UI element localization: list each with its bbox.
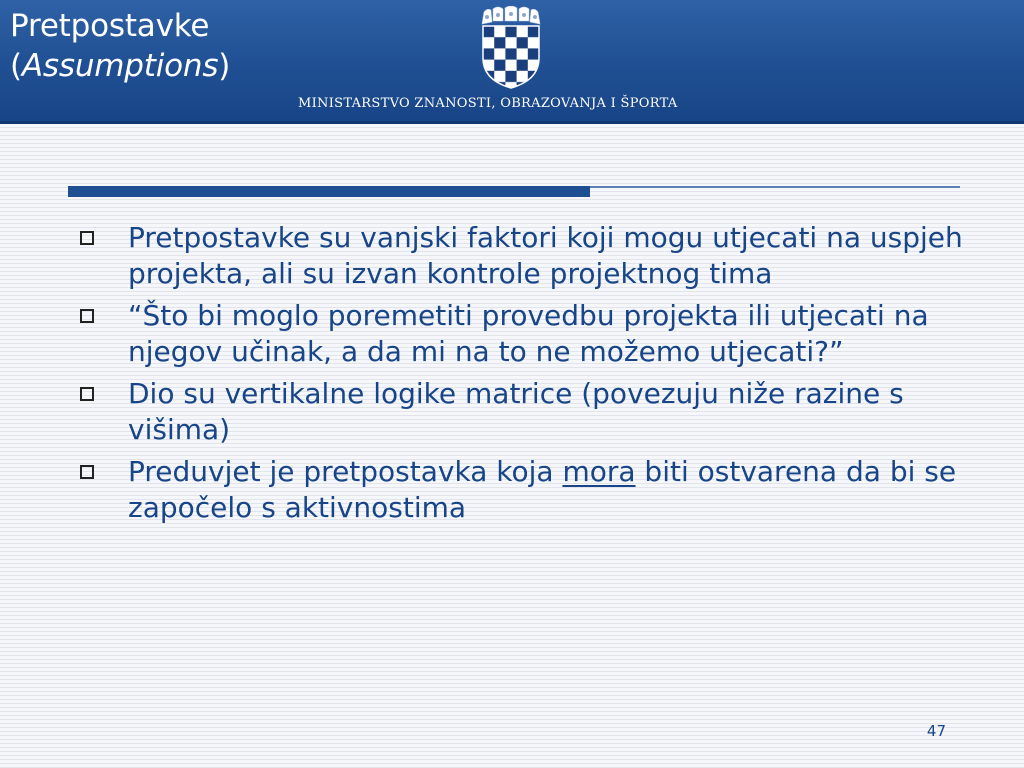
square-bullet-icon xyxy=(80,387,94,401)
chequy-shield-icon xyxy=(483,26,539,88)
bullet-text-after: biti ostvarena da bi se započelo s aktivnostima xyxy=(128,455,957,524)
bullet-item xyxy=(80,454,970,526)
title-paren-close: ) xyxy=(218,48,231,84)
square-bullet-icon xyxy=(80,465,94,479)
title-rule-thin xyxy=(590,186,960,188)
slide-number: 47 xyxy=(926,722,946,740)
bullet-item xyxy=(80,220,970,292)
slide-header xyxy=(0,0,1024,124)
slide-title xyxy=(10,6,230,86)
coat-of-arms-icon xyxy=(478,6,544,90)
square-bullet-icon xyxy=(80,231,94,245)
title-line-1: Pretpostavke xyxy=(10,8,210,44)
ministry-name: MINISTARSTVO ZNANOSTI, OBRAZOVANJA I ŠPORTA xyxy=(298,96,678,111)
title-paren-open: ( xyxy=(10,48,22,84)
bullet-text: Dio su vertikalne logike matrice (povezuju niže razine s višima) xyxy=(128,377,904,446)
title-rule-thick xyxy=(68,186,590,197)
title-line-2-italic: Assumptions xyxy=(21,48,219,84)
bullet-list xyxy=(80,220,970,532)
bullet-item xyxy=(80,298,970,370)
crown-icon xyxy=(482,6,540,24)
bullet-item xyxy=(80,376,970,448)
bullet-text: Pretpostavke su vanjski faktori koji mogu utjecati na uspjeh projekta, ali su izvan kontrole projektnog tima xyxy=(128,221,963,290)
emphasis-word-mora: mora xyxy=(562,455,636,488)
bullet-text-before: Preduvjet je pretpostavka koja xyxy=(128,455,563,488)
bullet-text: “Što bi moglo poremetiti provedbu projekta ili utjecati na njegov učinak, a da mi na to ne možemo utjecati?” xyxy=(128,299,929,368)
square-bullet-icon xyxy=(80,309,94,323)
